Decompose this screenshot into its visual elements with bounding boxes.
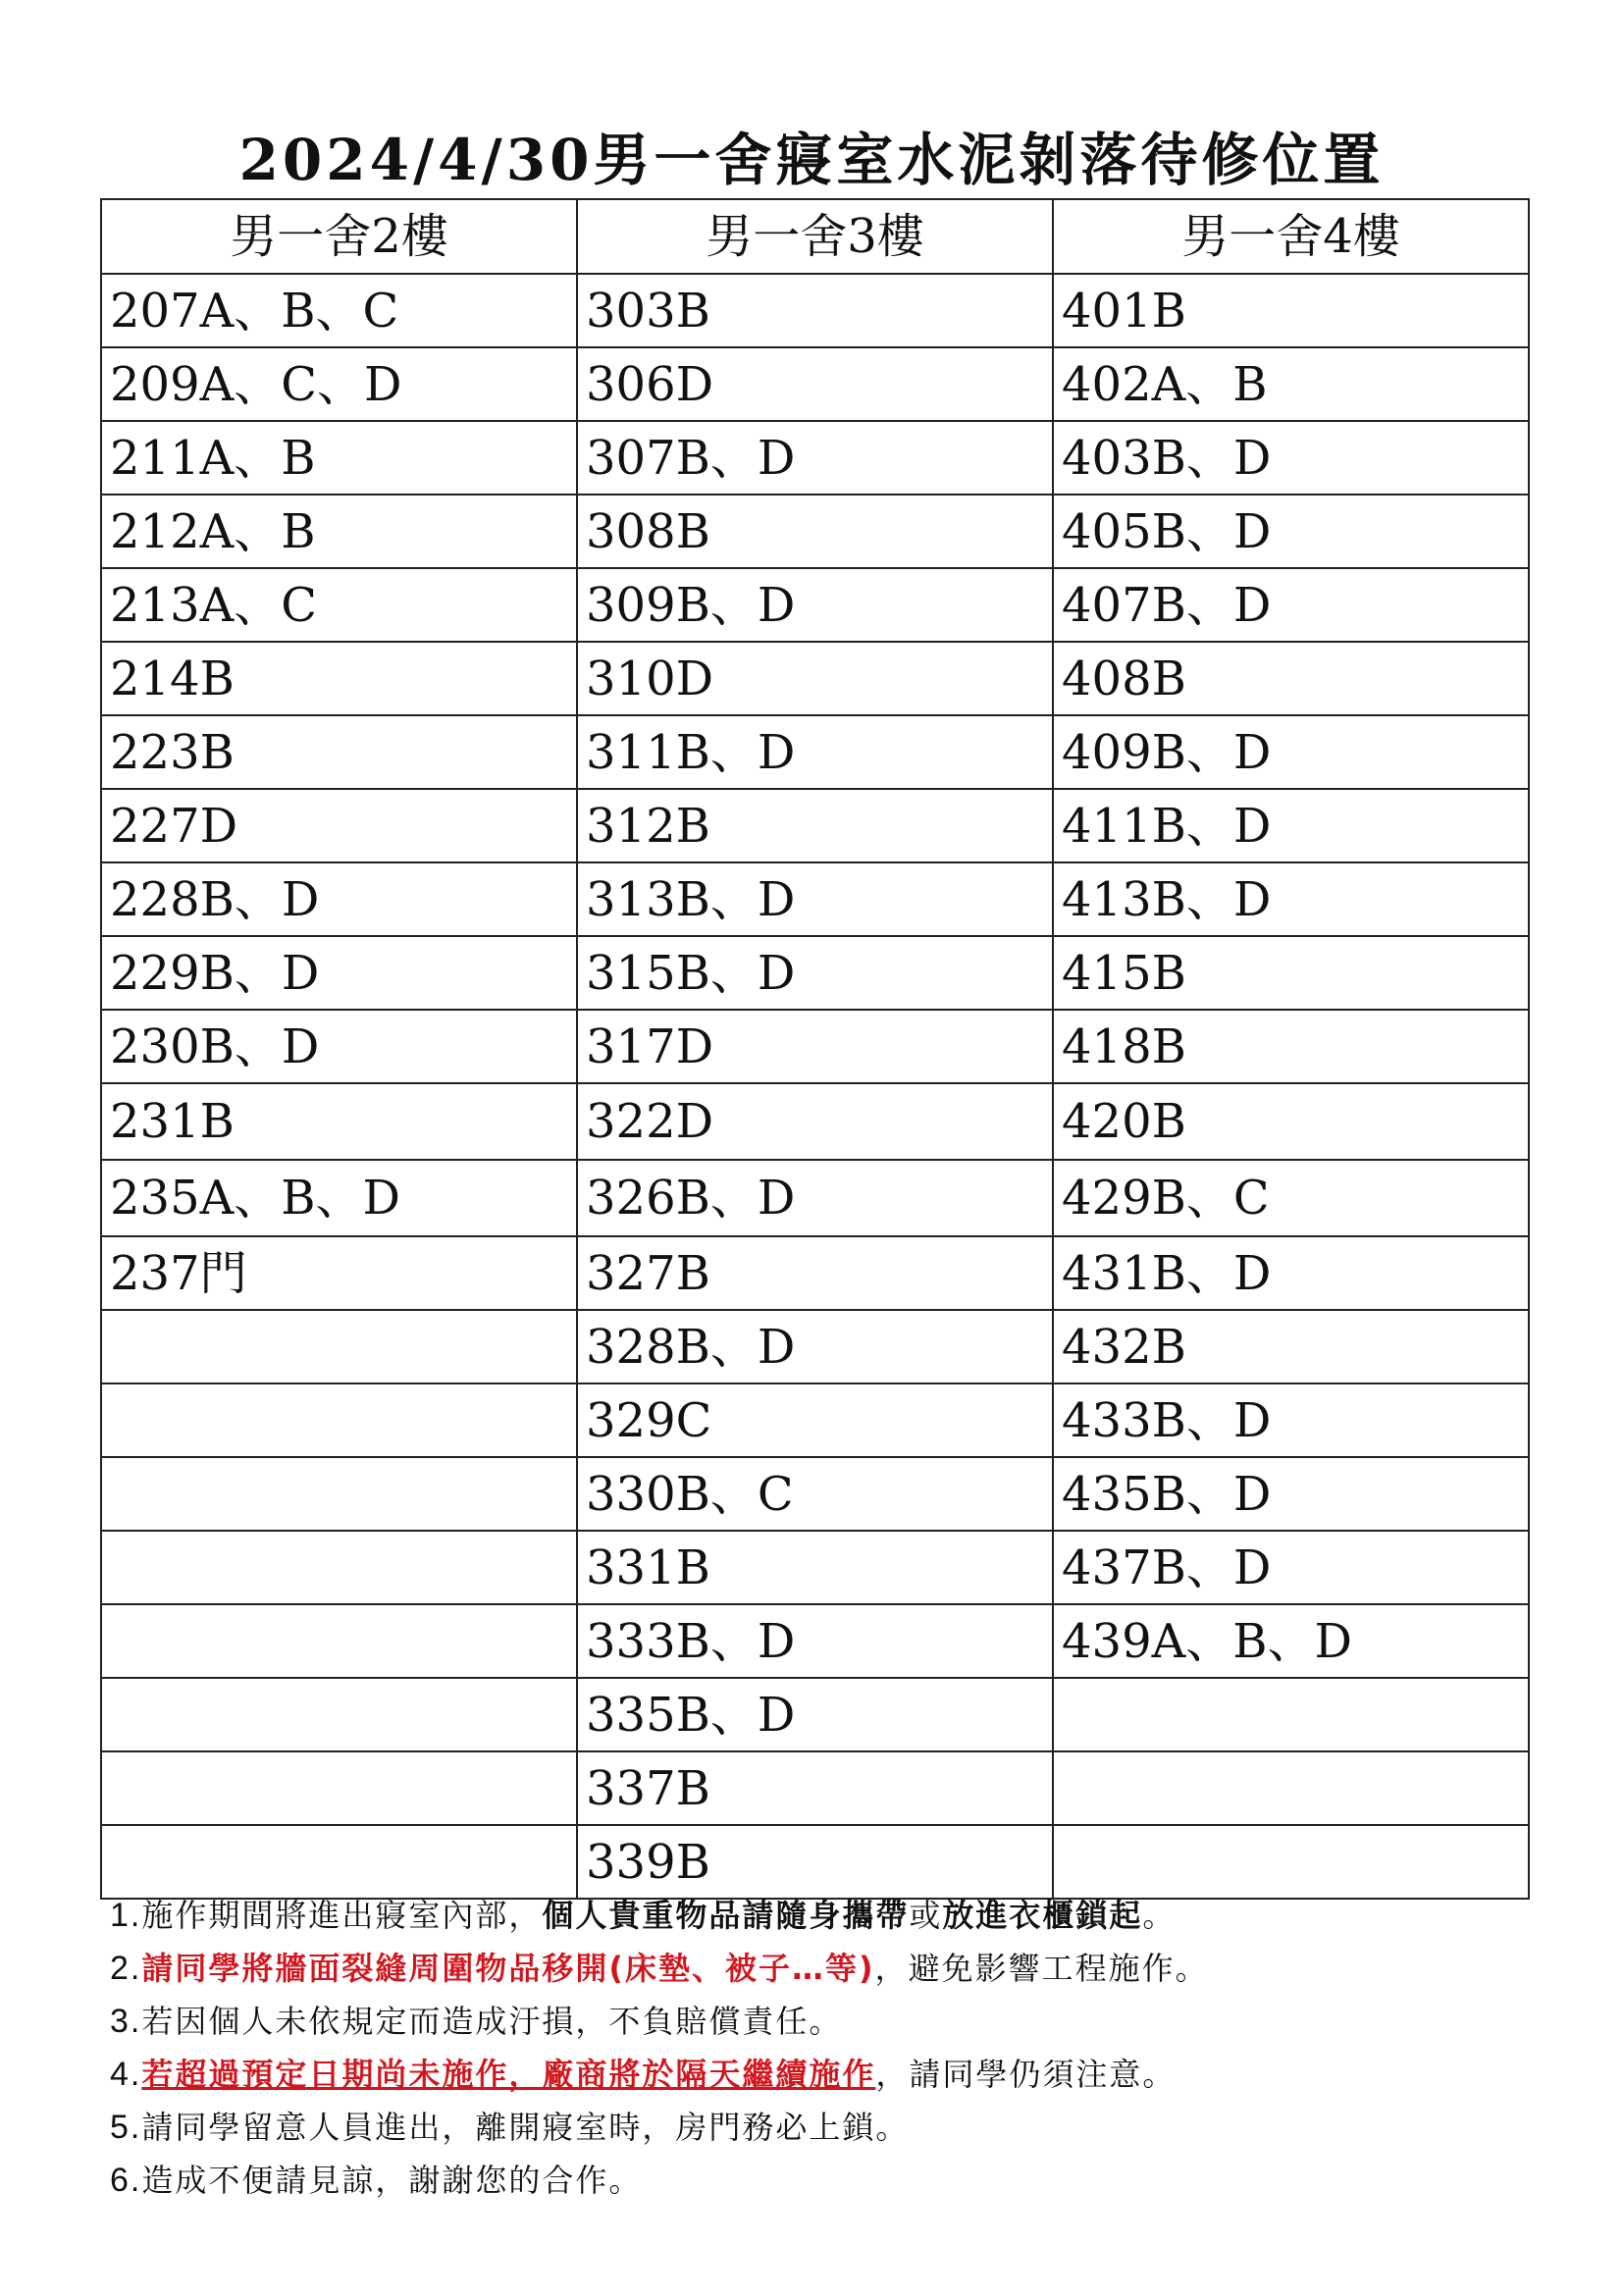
- notice-text: 或: [909, 1897, 943, 1934]
- table-cell-floor-2: 231B: [101, 1083, 577, 1160]
- notice-text: 放進衣櫃鎖起: [942, 1897, 1143, 1934]
- table-cell-floor-2: [101, 1678, 577, 1751]
- table-cell-floor-3: 307B、D: [577, 421, 1053, 495]
- table-row: [101, 1678, 1529, 1751]
- notice-item: [110, 2048, 1523, 2101]
- table-cell-floor-4: 408B: [1053, 642, 1529, 715]
- table-cell-floor-4: 413B、D: [1053, 862, 1529, 936]
- table-cell-floor-2: [101, 1604, 577, 1678]
- table-row: [101, 1083, 1529, 1160]
- notice-number: 3.: [110, 2003, 142, 2040]
- table-cell-floor-3: 329C: [577, 1383, 1053, 1457]
- table-cell-floor-2: [101, 1531, 577, 1604]
- table-row: [101, 1825, 1529, 1899]
- notice-text: 請同學將牆面裂縫周圍物品移開(床墊、被子…等): [141, 1950, 875, 1987]
- table-row: [101, 347, 1529, 421]
- notice-item: [110, 2154, 1523, 2207]
- table-cell-floor-4: 439A、B、D: [1053, 1604, 1529, 1678]
- table-row: [101, 715, 1529, 789]
- table-cell-floor-3: 313B、D: [577, 862, 1053, 936]
- table-row: [101, 274, 1529, 347]
- table-cell-floor-3: 308B: [577, 495, 1053, 568]
- table-cell-floor-3: 335B、D: [577, 1678, 1053, 1751]
- repair-location-table: [100, 198, 1530, 1900]
- table-cell-floor-4: 433B、D: [1053, 1383, 1529, 1457]
- table-cell-floor-4: 415B: [1053, 936, 1529, 1010]
- table-cell-floor-4: 432B: [1053, 1310, 1529, 1383]
- notice-text: ，請同學仍須注意。: [875, 2056, 1177, 2093]
- notice-item: [110, 2101, 1523, 2154]
- table-cell-floor-2: 207A、B、C: [101, 274, 577, 347]
- table-cell-floor-4: 431B、D: [1053, 1236, 1529, 1310]
- table-row: [101, 1236, 1529, 1310]
- notice-number: 4.: [110, 2056, 142, 2093]
- table-cell-floor-4: 420B: [1053, 1083, 1529, 1160]
- table-row: [101, 936, 1529, 1010]
- table-cell-floor-4: 437B、D: [1053, 1531, 1529, 1604]
- table-cell-floor-2: 229B、D: [101, 936, 577, 1010]
- notice-item: [110, 1995, 1523, 2048]
- table-cell-floor-4: 418B: [1053, 1010, 1529, 1083]
- table-cell-floor-3: 330B、C: [577, 1457, 1053, 1531]
- table-header-row: [101, 199, 1529, 274]
- table-row: [101, 789, 1529, 862]
- table-cell-floor-2: [101, 1751, 577, 1825]
- table-cell-floor-3: 339B: [577, 1825, 1053, 1899]
- table-cell-floor-3: 309B、D: [577, 568, 1053, 642]
- table-row: [101, 1751, 1529, 1825]
- table-cell-floor-3: 337B: [577, 1751, 1053, 1825]
- notice-text: 施作期間將進出寢室內部，: [141, 1897, 543, 1934]
- table-cell-floor-4: 401B: [1053, 274, 1529, 347]
- table-cell-floor-4: 402A、B: [1053, 347, 1529, 421]
- table-cell-floor-3: 311B、D: [577, 715, 1053, 789]
- table-cell-floor-4: 429B、C: [1053, 1160, 1529, 1236]
- table-cell-floor-3: 328B、D: [577, 1310, 1053, 1383]
- table-cell-floor-3: 303B: [577, 274, 1053, 347]
- table-cell-floor-4: 435B、D: [1053, 1457, 1529, 1531]
- table-cell-floor-2: [101, 1457, 577, 1531]
- table-cell-floor-3: 327B: [577, 1236, 1053, 1310]
- notice-item: [110, 1942, 1523, 1995]
- notice-text: 若因個人未依規定而造成汙損，不負賠償責任。: [141, 2003, 843, 2040]
- table-row: [101, 1160, 1529, 1236]
- notice-number: 2.: [110, 1950, 142, 1987]
- table-row: [101, 1604, 1529, 1678]
- notice-number: 1.: [110, 1897, 142, 1934]
- table-row: [101, 568, 1529, 642]
- notice-list: [110, 1889, 1523, 2207]
- table-cell-floor-4: [1053, 1678, 1529, 1751]
- table-cell-floor-2: 230B、D: [101, 1010, 577, 1083]
- column-header-floor-3: 男一舍3樓: [577, 199, 1053, 274]
- table-cell-floor-2: [101, 1310, 577, 1383]
- notice-text: 個人貴重物品請隨身攜帶: [542, 1897, 910, 1934]
- table-cell-floor-2: [101, 1383, 577, 1457]
- table-cell-floor-2: 212A、B: [101, 495, 577, 568]
- table-cell-floor-3: 322D: [577, 1083, 1053, 1160]
- notice-text: 。: [1142, 1897, 1177, 1934]
- table-cell-floor-4: 411B、D: [1053, 789, 1529, 862]
- table-cell-floor-3: 310D: [577, 642, 1053, 715]
- table-cell-floor-2: 237門: [101, 1236, 577, 1310]
- table-cell-floor-3: 326B、D: [577, 1160, 1053, 1236]
- table-cell-floor-3: 315B、D: [577, 936, 1053, 1010]
- column-header-floor-2: 男一舍2樓: [101, 199, 577, 274]
- table-cell-floor-3: 312B: [577, 789, 1053, 862]
- table-cell-floor-3: 333B、D: [577, 1604, 1053, 1678]
- table-cell-floor-2: 209A、C、D: [101, 347, 577, 421]
- notice-text: ，避免影響工程施作。: [874, 1950, 1209, 1987]
- table-cell-floor-4: [1053, 1825, 1529, 1899]
- table-cell-floor-4: [1053, 1751, 1529, 1825]
- notice-text: 造成不便請見諒，謝謝您的合作。: [141, 2162, 643, 2199]
- table-cell-floor-3: 317D: [577, 1010, 1053, 1083]
- table-cell-floor-4: 407B、D: [1053, 568, 1529, 642]
- table-cell-floor-3: 331B: [577, 1531, 1053, 1604]
- page-title: 2024/4/30男一舍寢室水泥剝落待修位置: [238, 127, 1385, 193]
- table-row: [101, 642, 1529, 715]
- table-cell-floor-4: 405B、D: [1053, 495, 1529, 568]
- column-header-floor-4: 男一舍4樓: [1053, 199, 1529, 274]
- table-cell-floor-2: 213A、C: [101, 568, 577, 642]
- table-cell-floor-4: 403B、D: [1053, 421, 1529, 495]
- notice-number: 5.: [110, 2109, 142, 2146]
- table-cell-floor-2: 223B: [101, 715, 577, 789]
- notice-text: 若超過預定日期尚未施作，廠商將於隔天繼續施作: [141, 2056, 876, 2093]
- table-row: [101, 1310, 1529, 1383]
- table-cell-floor-2: [101, 1825, 577, 1899]
- table-row: [101, 1010, 1529, 1083]
- notice-text: 請同學留意人員進出，離開寢室時，房門務必上鎖。: [141, 2109, 910, 2146]
- table-cell-floor-2: 235A、B、D: [101, 1160, 577, 1236]
- table-cell-floor-3: 306D: [577, 347, 1053, 421]
- table-body: [101, 274, 1529, 1899]
- notice-number: 6.: [110, 2162, 142, 2199]
- table-cell-floor-4: 409B、D: [1053, 715, 1529, 789]
- table-cell-floor-2: 211A、B: [101, 421, 577, 495]
- table-row: [101, 1531, 1529, 1604]
- table-cell-floor-2: 227D: [101, 789, 577, 862]
- table-row: [101, 421, 1529, 495]
- notice-item: [110, 1889, 1523, 1942]
- table-row: [101, 495, 1529, 568]
- table-row: [101, 862, 1529, 936]
- table-row: [101, 1383, 1529, 1457]
- table-cell-floor-2: 214B: [101, 642, 577, 715]
- table-row: [101, 1457, 1529, 1531]
- table-cell-floor-2: 228B、D: [101, 862, 577, 936]
